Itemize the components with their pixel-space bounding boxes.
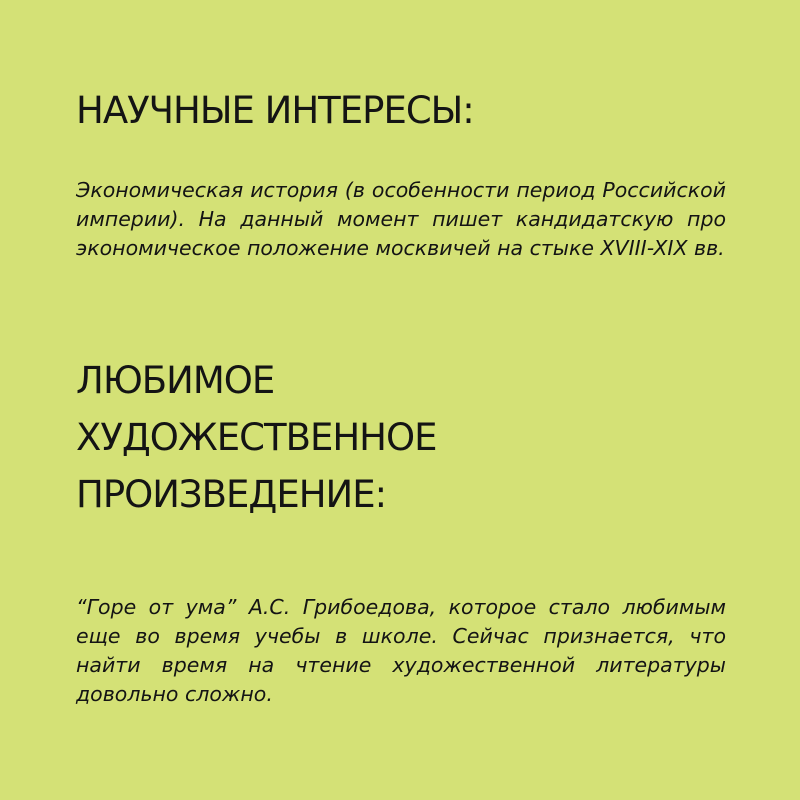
favorite-book-heading-line: ХУДОЖЕСТВЕННОЕ	[76, 416, 437, 459]
favorite-book-heading	[76, 359, 736, 533]
research-interests-heading-text: НАУЧНЫЕ ИНТЕРЕСЫ:	[76, 89, 474, 132]
research-interests-heading	[76, 89, 736, 132]
research-interests-text: Экономическая история (в особенности период Российской империи). На данный момент пишет кандидатскую про экономическое положение москвичей на стыке XVIII-XIX вв.	[76, 178, 726, 260]
favorite-book-heading-line: ПРОИЗВЕДЕНИЕ:	[76, 473, 387, 516]
favorite-book-heading-line: ЛЮБИМОЕ	[76, 359, 275, 402]
favorite-book-text: “Горе от ума” А.С. Грибоедова, которое стало любимым еще во время учебы в школе. Сейчас признается, что найти время на чтение художественной литературы довольно сложно.	[76, 595, 726, 706]
